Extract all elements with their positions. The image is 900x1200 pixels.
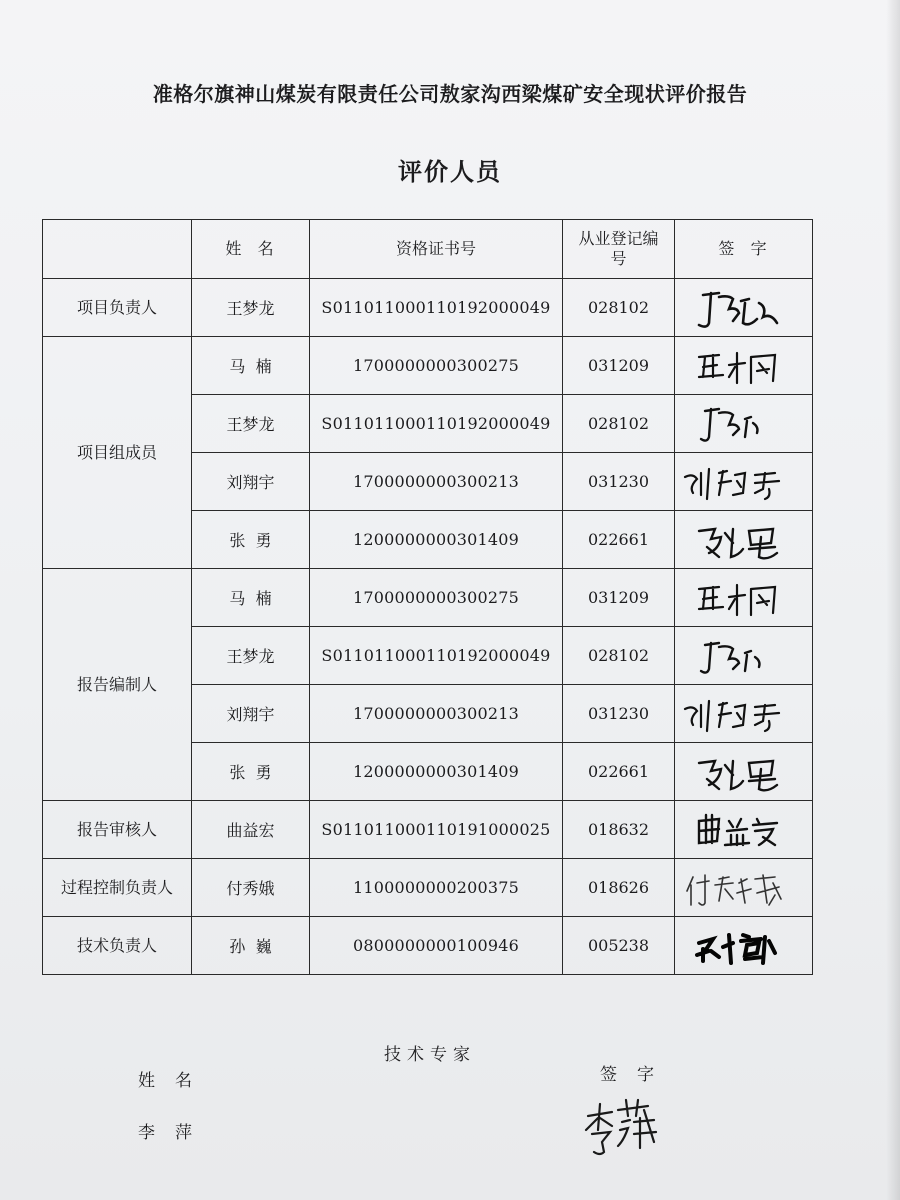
role-members: 项目组成员 [43, 337, 192, 569]
experts-sign-label: 签字 [600, 1065, 674, 1085]
cert-number: S011011000110192000049 [310, 395, 563, 453]
signature-cell [675, 337, 813, 395]
signature-qu-yihong [689, 807, 799, 853]
cert-number: 0800000000100946 [310, 917, 563, 975]
person-name: 孙 巍 [192, 917, 310, 975]
reg-number: 028102 [563, 395, 675, 453]
header-cert: 资格证书号 [310, 220, 563, 279]
expert-signature [578, 1090, 668, 1164]
expert-name: 李萍 [138, 1123, 212, 1143]
signature-liu-xiangyu [679, 459, 809, 505]
table-header-row [43, 220, 813, 279]
signature-wang-menglong [689, 399, 799, 449]
signature-wang-menglong [689, 283, 799, 333]
reg-number: 031209 [563, 337, 675, 395]
reg-number: 031230 [563, 453, 675, 511]
cert-number: 1700000000300213 [310, 453, 563, 511]
signature-cell [675, 627, 813, 685]
role-reviewer: 报告审核人 [43, 801, 192, 859]
signature-wang-menglong [689, 633, 799, 679]
table-row [43, 917, 813, 975]
reg-number: 018632 [563, 801, 675, 859]
reg-number: 018626 [563, 859, 675, 917]
role-tech: 技术负责人 [43, 917, 192, 975]
cert-number: 1700000000300275 [310, 569, 563, 627]
section-title: 评价人员 [398, 157, 502, 186]
signature-sun-wei [689, 923, 799, 969]
role-process [43, 859, 192, 917]
signature-cell [675, 917, 813, 975]
reg-number: 022661 [563, 743, 675, 801]
cert-number: 1700000000300213 [310, 685, 563, 743]
cert-number: S011011000110192000049 [310, 279, 563, 337]
cert-number: 1200000000301409 [310, 511, 563, 569]
reg-number: 005238 [563, 917, 675, 975]
person-name: 王梦龙 [192, 395, 310, 453]
reg-number: 028102 [563, 279, 675, 337]
role-writers: 报告编制人 [43, 569, 192, 801]
table-row [43, 859, 813, 917]
signature-cell [675, 743, 813, 801]
experts-name-label: 姓名 [138, 1071, 212, 1091]
person-name: 马 楠 [192, 569, 310, 627]
signature-ma-nan [689, 343, 799, 389]
person-name: 王梦龙 [192, 279, 310, 337]
role-leader: 项目负责人 [43, 279, 192, 337]
signature-cell [675, 801, 813, 859]
cert-number: S011011000110191000025 [310, 801, 563, 859]
signature-cell [675, 279, 813, 337]
cert-number: 1200000000301409 [310, 743, 563, 801]
signature-cell [675, 859, 813, 917]
signature-cell [675, 569, 813, 627]
table-row [43, 279, 813, 337]
person-name: 刘翔宇 [192, 453, 310, 511]
person-name: 曲益宏 [192, 801, 310, 859]
reg-number: 031209 [563, 569, 675, 627]
person-name: 刘翔宇 [192, 685, 310, 743]
header-reg [563, 220, 675, 279]
signature-cell [675, 395, 813, 453]
reg-number: 028102 [563, 627, 675, 685]
table-row [43, 337, 813, 395]
reg-number: 022661 [563, 511, 675, 569]
header-name: 姓 名 [192, 220, 310, 279]
signature-liu-xiangyu [679, 691, 809, 737]
signature-cell [675, 453, 813, 511]
header-role [43, 220, 192, 279]
signature-zhang-yong [689, 749, 799, 795]
role-process-text: 过程控制负责人 [60, 877, 173, 897]
signature-li-ping [578, 1090, 668, 1160]
person-name: 付秀娥 [192, 859, 310, 917]
person-name: 张 勇 [192, 743, 310, 801]
signature-cell [675, 685, 813, 743]
cert-number: 1700000000300275 [310, 337, 563, 395]
reg-number: 031230 [563, 685, 675, 743]
header-sign: 签 字 [675, 220, 813, 279]
experts-heading: 技术专家 [384, 1045, 476, 1065]
person-name: 马 楠 [192, 337, 310, 395]
signature-zhang-yong [689, 517, 799, 563]
signature-ma-nan [689, 575, 799, 621]
header-reg-text: 从业登记编号 [578, 229, 659, 268]
signature-fu-xiue [679, 865, 809, 911]
cert-number: S011011000110192000049 [310, 627, 563, 685]
signature-cell [675, 511, 813, 569]
document-title: 准格尔旗神山煤炭有限责任公司敖家沟西梁煤矿安全现状评价报告 [152, 82, 748, 106]
person-name: 张 勇 [192, 511, 310, 569]
table-row [43, 569, 813, 627]
evaluators-table [42, 219, 813, 975]
table-row [43, 801, 813, 859]
person-name: 王梦龙 [192, 627, 310, 685]
cert-number: 1100000000200375 [310, 859, 563, 917]
